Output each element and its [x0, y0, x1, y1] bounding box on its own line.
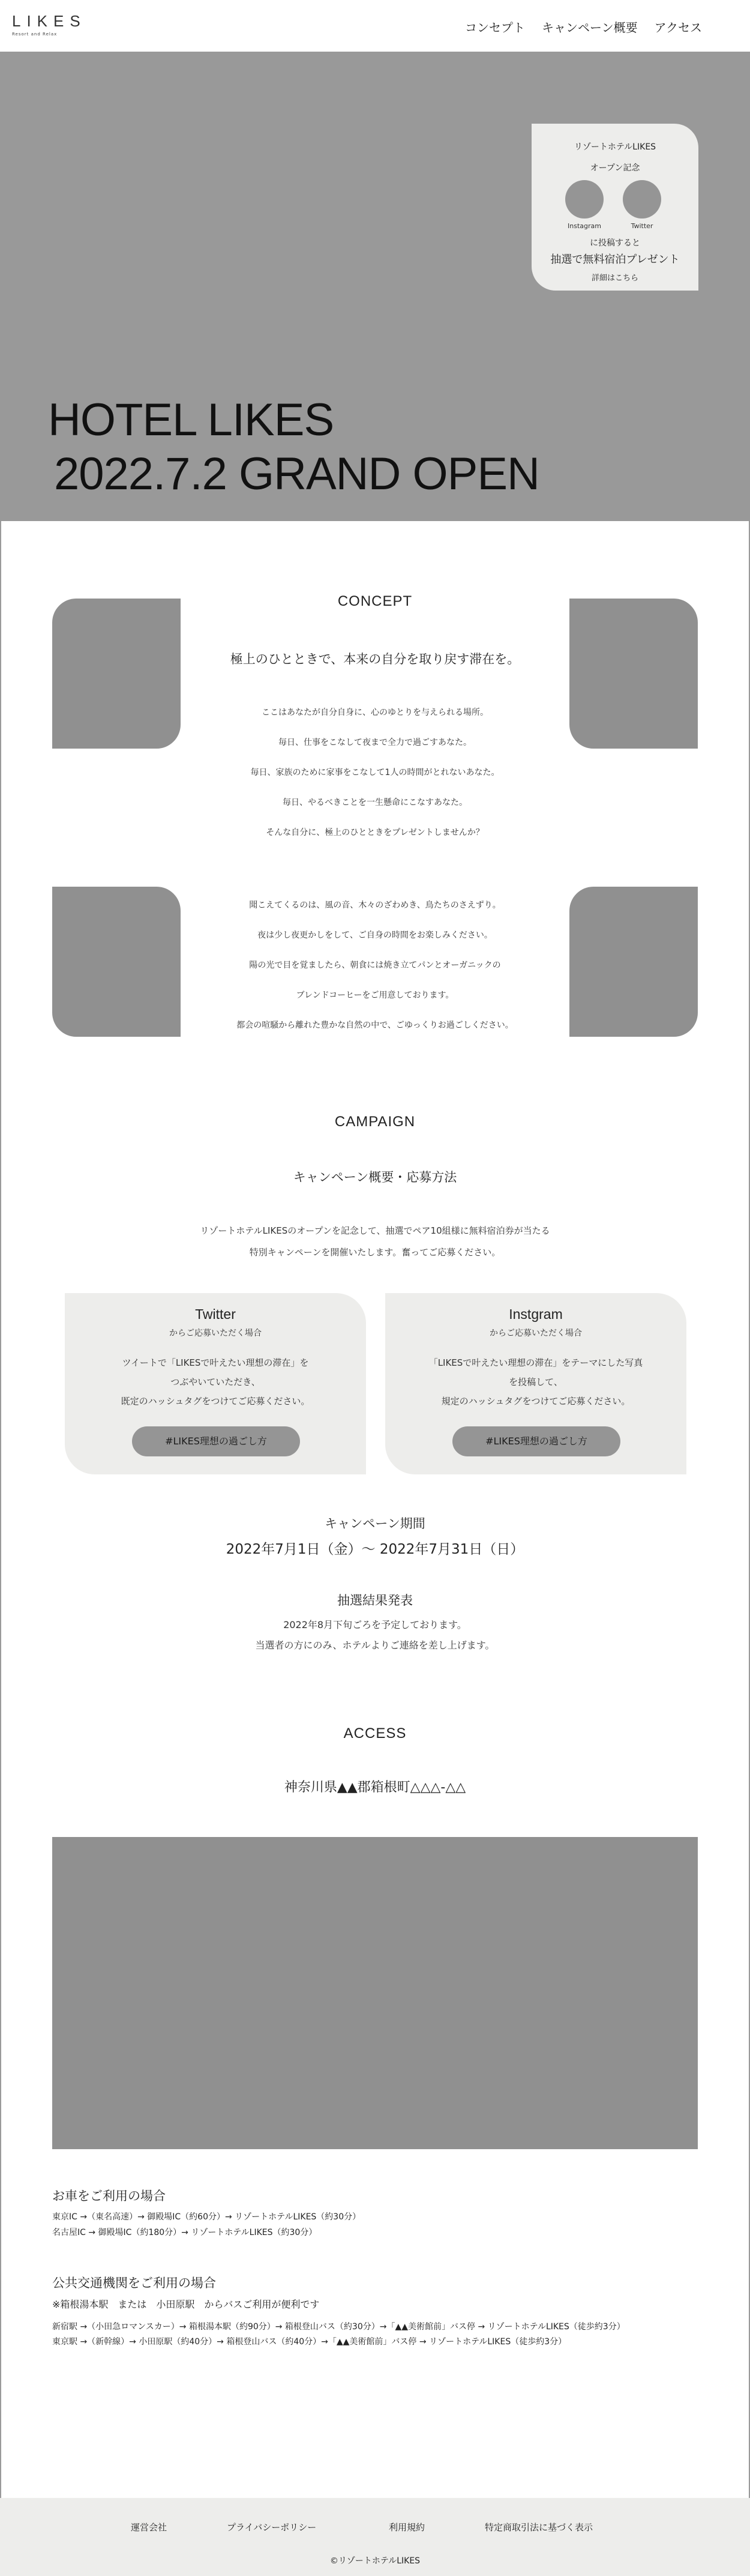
card-line: 「LIKESで叶えたい理想の滞在」をテーマにした写真 [428, 1357, 643, 1368]
card-text [65, 1353, 366, 1411]
main-nav [465, 18, 702, 35]
hotel-address: 神奈川県▲▲郡箱根町△△△-△△ [284, 1780, 466, 1795]
logo-text: LIKES [12, 12, 86, 30]
card-line: つぶやいていただき、 [170, 1377, 260, 1387]
concept-line: ここはあなたが自分自身に、心のゆとりを与えられる場所。 [262, 708, 488, 717]
campaign-intro-line: 特別キャンペーンを開催いたします。奮ってご応募ください。 [249, 1247, 501, 1258]
concept-line: そんな自分に、極上のひとときをプレゼントしませんか？ [266, 828, 484, 837]
footer-link-terms[interactable]: 利用規約 [389, 2522, 425, 2533]
public-access-title: 公共交通機関をご利用の場合 [52, 2276, 216, 2290]
instagram-card [385, 1293, 686, 1474]
hero-title: HOTEL LIKES [48, 394, 334, 445]
result-title: 抽選結果発表 [337, 1593, 413, 1608]
site-header [0, 0, 750, 52]
concept-photo-4 [569, 887, 698, 1037]
car-access-title: お車をご利用の場合 [52, 2189, 166, 2203]
nav-campaign[interactable]: キャンペーン概要 [541, 20, 638, 35]
promo-post-text: に投稿すると [590, 238, 640, 248]
concept-line: 毎日、やるべきことを一生懸命にこなすあなた。 [283, 798, 467, 807]
concept-title: CONCEPT [337, 593, 413, 609]
car-route: 東京IC →（東名高速）→ 御殿場IC（約60分）→ リゾートホテルLIKES（約30分） [52, 2212, 361, 2222]
concept-line: 夜は少し夜更かしをして、ご自身の時間をお楽しみください。 [257, 931, 493, 940]
logo-subtext: Resort and Relax [12, 32, 58, 37]
access-title: ACCESS [343, 1725, 407, 1742]
footer-link-tokushoho[interactable]: 特定商取引法に基づく表示 [485, 2522, 593, 2533]
promo-headline: 抽選で無料宿泊プレゼント [550, 253, 680, 266]
card-line: 既定のハッシュタグをつけてご応募ください。 [121, 1396, 310, 1407]
result-line: 当選者の方にのみ、ホテルよりご連絡を差し上げます。 [255, 1639, 495, 1651]
campaign-intro-line: リゾートホテルLIKESのオープンを記念して、抽選でペア10組様に無料宿泊券が当たる [200, 1225, 550, 1236]
nav-access[interactable]: アクセス [654, 20, 702, 35]
hero-image [0, 52, 750, 521]
concept-photo-1 [52, 599, 181, 749]
instagram-icon[interactable] [565, 180, 604, 219]
instagram-caption: Instagram [568, 222, 601, 230]
site-footer [0, 2498, 750, 2576]
concept-line: ブレンドコーヒーをご用意しております。 [296, 991, 454, 1000]
campaign-title: CAMPAIGN [334, 1114, 416, 1130]
card-line: 規定のハッシュタグをつけてご応募ください。 [441, 1396, 631, 1407]
concept-line: 毎日、仕事をこなして夜まで全力で過ごすあなた。 [278, 738, 472, 747]
promo-open-label: オープン記念 [590, 163, 640, 173]
campaign-intro [0, 1220, 750, 1263]
public-access-note: ※箱根湯本駅 または 小田原駅 からバスご利用が便利です [52, 2299, 320, 2310]
promo-hotel-name: リゾートホテルLIKES [574, 142, 656, 152]
promo-badge[interactable] [532, 124, 698, 291]
card-line: を投稿して、 [509, 1377, 563, 1387]
site-logo[interactable] [12, 12, 86, 37]
public-route: 新宿駅 →（小田急ロマンスカー）→ 箱根湯本駅（約90分）→ 箱根登山バス（約30分）→「▲▲美術館前」バス停 → リゾートホテルLIKES（徒歩約3分） [52, 2322, 625, 2332]
twitter-caption: Twitter [631, 222, 653, 230]
access-map[interactable] [52, 1837, 698, 2149]
footer-link-privacy[interactable]: プライバシーポリシー [227, 2522, 317, 2533]
card-title: Twitter [195, 1306, 236, 1322]
promo-details-link[interactable]: 詳細はこちら [591, 274, 638, 283]
result-line: 2022年8月下旬ごろを予定しております。 [283, 1619, 467, 1630]
campaign-period-title: キャンペーン期間 [325, 1516, 425, 1531]
twitter-card [65, 1293, 366, 1474]
twitter-icon[interactable] [623, 180, 661, 219]
concept-photo-3 [52, 887, 181, 1037]
campaign-period: 2022年7月1日（金）〜 2022年7月31日（日） [226, 1542, 524, 1557]
card-title: Instgram [509, 1306, 563, 1322]
hero-subtitle: 2022.7.2 GRAND OPEN [54, 448, 539, 499]
copyright: ©リゾートホテルLIKES [329, 2556, 421, 2566]
concept-paragraph-1 [195, 698, 555, 848]
card-subtitle: からご応募いただく場合 [490, 1329, 582, 1338]
concept-line: 毎日、家族のために家事をこなして1人の時間がとれないあなた。 [250, 768, 500, 777]
hashtag-button[interactable]: #LIKES理想の過ごし方 [132, 1426, 300, 1456]
concept-photo-2 [569, 599, 698, 749]
concept-lead: 極上のひとときで、本来の自分を取り戻す滞在を。 [230, 652, 520, 666]
public-route: 東京駅 →（新幹線）→ 小田原駅（約40分）→ 箱根登山バス（約40分）→「▲▲美術館前」バス停 → リゾートホテルLIKES（徒歩約3分） [52, 2337, 567, 2347]
hashtag-button[interactable]: #LIKES理想の過ごし方 [452, 1426, 620, 1456]
concept-paragraph-2 [195, 890, 555, 1040]
nav-concept[interactable]: コンセプト [464, 20, 525, 35]
concept-line: 聞こえてくるのは、風の音、木々のざわめき、鳥たちのさえずり。 [249, 900, 501, 910]
footer-link-company[interactable]: 運営会社 [131, 2522, 167, 2533]
campaign-subtitle: キャンペーン概要・応募方法 [293, 1170, 457, 1184]
card-subtitle: からご応募いただく場合 [169, 1329, 262, 1338]
card-line: ツイートで「LIKESで叶えたい理想の滞在」を [122, 1357, 309, 1368]
card-text [385, 1353, 686, 1411]
concept-line: 都会の喧騒から離れた豊かな自然の中で、ごゆっくりお過ごしください。 [236, 1021, 514, 1030]
car-route: 名古屋IC → 御殿場IC（約180分）→ リゾートホテルLIKES（約30分） [52, 2228, 317, 2237]
concept-line: 陽の光で目を覚ましたら、朝食には焼き立てパンとオーガニックの [249, 961, 501, 970]
